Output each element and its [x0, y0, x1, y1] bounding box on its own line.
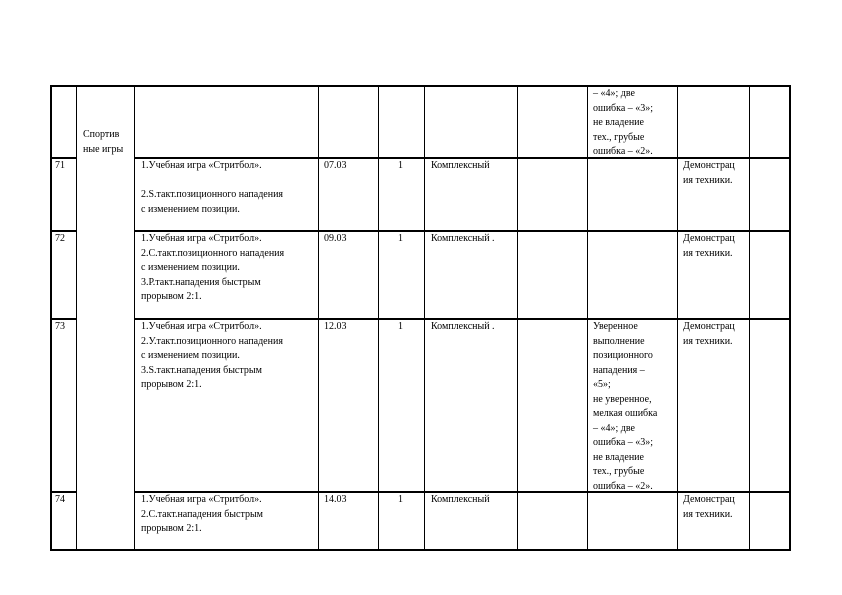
lesson-equipment: Демонстрац ия техники. — [683, 494, 735, 520]
lesson-criteria: Уверенное выполнение позиционного нападения – «5»; не уверенное, мелкая ошибка – «4»; две ошибка – «3»; не владение тех., грубые ошибка – «2». — [593, 321, 658, 492]
lesson-hours: 1 — [398, 233, 403, 244]
lesson-date: 14.03 — [324, 494, 347, 505]
lesson-hours: 1 — [398, 321, 403, 332]
table-border-top — [50, 85, 791, 87]
lesson-type: Комплексный . — [431, 321, 495, 332]
lesson-date: 09.03 — [324, 233, 347, 244]
lesson-type: Комплексный — [431, 494, 490, 505]
lesson-content: 1.Учебная игра «Стритбол». 2.С.такт.нападения быстрым прорывом 2:1. — [141, 494, 264, 534]
top-row-criteria: – «4»; две ошибка – «3»; не владение тех., грубые ошибка – «2». — [593, 88, 654, 157]
lesson-number: 71 — [55, 160, 65, 171]
lesson-plan-table — [50, 85, 791, 551]
table-border-bottom — [50, 549, 791, 551]
lesson-equipment: Демонстрац ия техники. — [683, 160, 735, 186]
lesson-content: 1.Учебная игра «Стритбол». 2.С.такт.позиционного нападения с изменением позиции. 3.Р.такт.нападения быстрым прорывом 2:1. — [141, 233, 285, 302]
lesson-date: 07.03 — [324, 160, 347, 171]
section-label: Спортив ные игры — [83, 129, 124, 155]
lesson-content: 1.Учебная игра «Стритбол». 2.S.такт.позиционного нападения с изменением позиции. — [141, 160, 284, 215]
lesson-date: 12.03 — [324, 321, 347, 332]
lesson-hours: 1 — [398, 160, 403, 171]
lesson-content: 1.Учебная игра «Стритбол». 2.У.такт.позиционного нападения с изменением позиции. 3.S.такт.нападения быстрым прорывом 2:1. — [141, 321, 283, 390]
lesson-number: 72 — [55, 233, 65, 244]
lesson-equipment: Демонстрац ия техники. — [683, 321, 735, 347]
column-divider — [76, 85, 77, 551]
lesson-hours: 1 — [398, 494, 403, 505]
lesson-type: Комплексный . — [431, 233, 495, 244]
lesson-number: 73 — [55, 321, 65, 332]
lesson-type: Комплексный — [431, 160, 490, 171]
lesson-number: 74 — [55, 494, 65, 505]
lesson-equipment: Демонстрац ия техники. — [683, 233, 735, 259]
